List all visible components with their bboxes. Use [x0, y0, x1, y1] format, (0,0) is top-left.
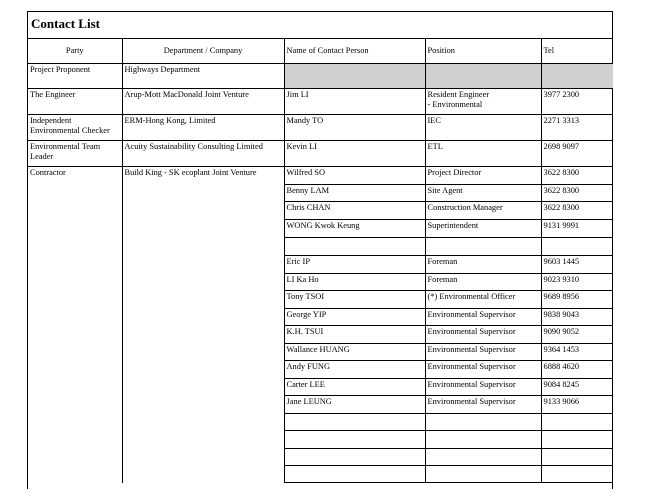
party-cell: Independent Environmental Checker [28, 115, 122, 141]
party-cell: Project Proponent [28, 64, 122, 89]
table-row [28, 141, 613, 167]
column-header-contact: Name of Contact Person [284, 38, 425, 64]
tel-cell: 9838 9043 [541, 309, 613, 326]
contact-list-sheet [27, 11, 613, 489]
department-cell: Acuity Sustainability Consulting Limited [122, 141, 284, 167]
tel-cell: 9133 9066 [541, 396, 613, 414]
department-cell: ERM-Hong Kong, Limited [122, 115, 284, 141]
contact-name-cell [284, 466, 425, 483]
tel-cell: 3622 8300 [541, 185, 613, 202]
contact-name-cell: Tony TSOI [284, 291, 425, 309]
tel-cell: 9084 8245 [541, 379, 613, 396]
position-cell: Site Agent [425, 185, 541, 202]
department-cell: Arup-Mott MacDonald Joint Venture [122, 89, 284, 115]
position-cell: Environmental Supervisor [425, 361, 541, 379]
position-cell: Resident Engineer - Environmental [425, 89, 541, 115]
tel-cell [541, 449, 613, 466]
tel-cell: 2271 3313 [541, 115, 613, 141]
tel-cell [541, 64, 613, 89]
position-cell [425, 449, 541, 466]
page-title: Contact List [31, 16, 100, 31]
contact-name-cell [284, 414, 425, 431]
party-cell: The Engineer [28, 89, 122, 115]
contact-name-cell [284, 64, 425, 89]
contact-name-cell: LI Ka Ho [284, 274, 425, 291]
contact-name-cell: Andy FUNG [284, 361, 425, 379]
table-row [28, 115, 613, 141]
position-cell: Construction Manager [425, 202, 541, 220]
column-header-tel: Tel [541, 38, 613, 64]
tel-cell: 3622 8300 [541, 202, 613, 220]
contact-name-cell: Wilfred SO [284, 167, 425, 185]
position-cell: Project Director [425, 167, 541, 185]
contact-name-cell: Carter LEE [284, 379, 425, 396]
contact-name-cell: K.H. TSUI [284, 326, 425, 344]
tel-cell: 3622 8300 [541, 167, 613, 185]
tel-cell: 9603 1445 [541, 256, 613, 274]
department-cell: Highways Department [122, 64, 284, 89]
tel-cell: 9364 1453 [541, 344, 613, 361]
contact-name-cell: Eric IP [284, 256, 425, 274]
tel-cell [541, 414, 613, 431]
position-cell [425, 64, 541, 89]
contact-name-cell: WONG Kwok Keung [284, 220, 425, 238]
tel-cell: 3977 2300 [541, 89, 613, 115]
contact-name-cell: Mandy TO [284, 115, 425, 141]
column-header-department: Department / Company [122, 38, 284, 64]
column-header-position: Position [425, 38, 541, 64]
position-cell: IEC [425, 115, 541, 141]
position-cell: (*) Environmental Officer [425, 291, 541, 309]
tel-cell [541, 431, 613, 449]
position-cell: Environmental Supervisor [425, 379, 541, 396]
position-cell [425, 414, 541, 431]
position-cell [425, 466, 541, 483]
tel-cell: 9023 9310 [541, 274, 613, 291]
party-cell: Environmental Team Leader [28, 141, 122, 167]
contact-name-cell [284, 431, 425, 449]
position-cell: Foreman [425, 274, 541, 291]
contact-name-cell: Kevin LI [284, 141, 425, 167]
contact-name-cell [284, 238, 425, 256]
tel-cell: 6888 4620 [541, 361, 613, 379]
tel-cell: 9131 9991 [541, 220, 613, 238]
contact-name-cell [284, 449, 425, 466]
contact-name-cell: Wallance HUANG [284, 344, 425, 361]
tel-cell [541, 466, 613, 483]
department-cell: Build King - SK ecoplant Joint Venture [122, 167, 284, 483]
contact-name-cell: George YIP [284, 309, 425, 326]
tel-cell: 9689 8956 [541, 291, 613, 309]
position-cell: Environmental Supervisor [425, 326, 541, 344]
position-cell: Environmental Supervisor [425, 344, 541, 361]
table-row [28, 64, 613, 89]
tel-cell: 2698 9097 [541, 141, 613, 167]
position-cell [425, 238, 541, 256]
position-cell: Environmental Supervisor [425, 309, 541, 326]
contact-name-cell: Jim LI [284, 89, 425, 115]
contact-name-cell: Benny LAM [284, 185, 425, 202]
position-cell: Foreman [425, 256, 541, 274]
position-cell [425, 431, 541, 449]
party-cell: Contractor [28, 167, 122, 483]
tel-cell: 9090 9052 [541, 326, 613, 344]
contact-name-cell: Chris CHAN [284, 202, 425, 220]
contact-table [28, 38, 613, 483]
position-cell: Superintendent [425, 220, 541, 238]
position-cell: Environmental Supervisor [425, 396, 541, 414]
table-row [28, 89, 613, 115]
position-cell: ETL [425, 141, 541, 167]
column-header-party: Party [28, 38, 122, 64]
tel-cell [541, 238, 613, 256]
table-body [28, 64, 613, 483]
table-row [28, 167, 613, 185]
table-header-row [28, 38, 613, 64]
contact-name-cell: Jane LEUNG [284, 396, 425, 414]
